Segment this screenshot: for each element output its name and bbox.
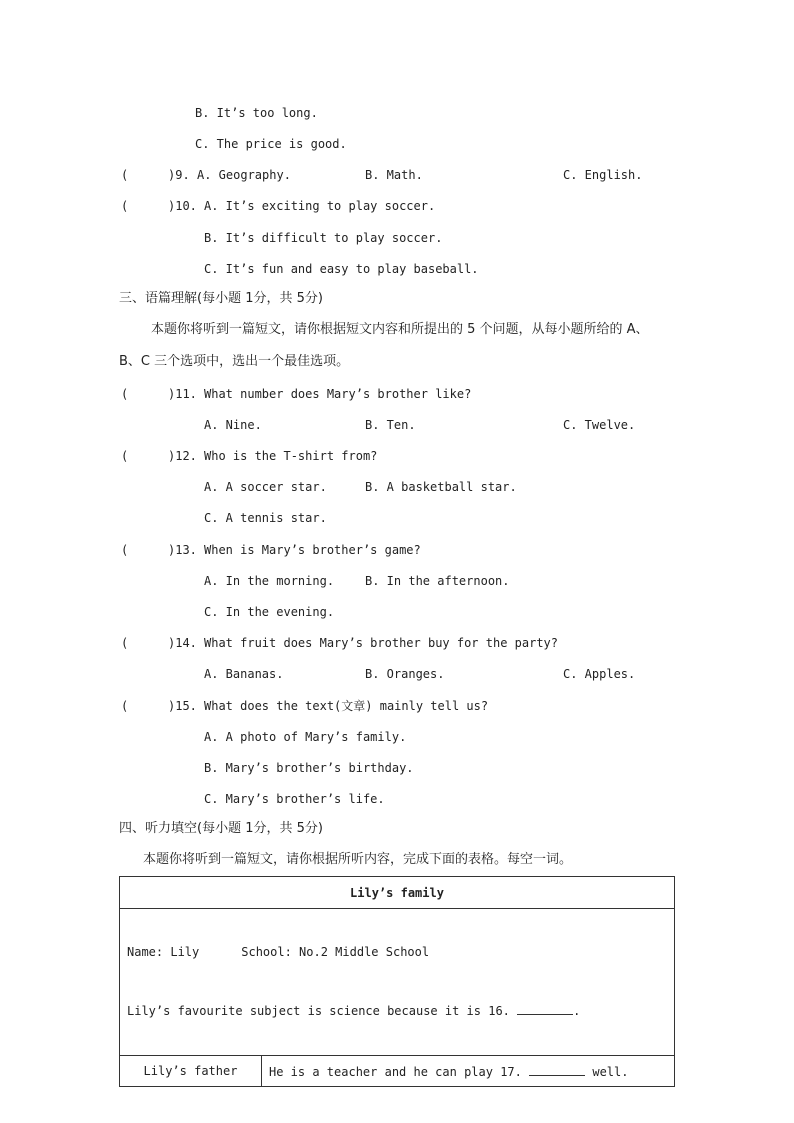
q14-option-c: C. Apples. (563, 667, 636, 681)
q10-option-c: C. It’s fun and easy to play baseball. (204, 262, 479, 276)
q13-option-c: C. In the evening. (204, 605, 335, 619)
q11-number: )11. (168, 387, 197, 401)
q13-question: When is Mary’s brother’s game? (204, 543, 421, 557)
q15-option-b: B. Mary’s brother’s birthday. (204, 761, 414, 775)
subject-prefix: Lily’s favourite subject is science because it is 16. (127, 1004, 510, 1018)
q12-option-a: A. A soccer star. (204, 480, 327, 494)
q11-question: What number does Mary’s brother like? (204, 387, 472, 401)
q10-option-b: B. It’s difficult to play soccer. (204, 231, 443, 245)
q11-option-c: C. Twelve. (563, 418, 636, 432)
lily-family-table (119, 876, 675, 1087)
q9-option-b: B. Math. (365, 168, 423, 182)
father-suffix: well. (592, 1064, 629, 1079)
father-label-cell: Lily’s father (120, 1056, 262, 1087)
q13-option-b: B. In the afternoon. (365, 574, 510, 588)
q15-option-a: A. A photo of Mary’s family. (204, 730, 407, 744)
q14-option-a: A. Bananas. (204, 667, 284, 681)
father-prefix: He is a teacher and he can play 17. (269, 1064, 522, 1079)
name-school-line (127, 937, 667, 968)
q12-option-b: B. A basketball star. (365, 480, 517, 494)
name-label: Name: Lily (127, 945, 200, 959)
section3-heading: 三、语篇理解(每小题 1分，共 5分) (119, 291, 323, 306)
father-info-cell (262, 1056, 675, 1087)
q15-answer-paren: ( (121, 699, 129, 713)
q9-option-a: A. Geography. (197, 168, 291, 182)
q13-answer-paren: ( (121, 543, 129, 557)
q15-option-c: C. Mary’s brother’s life. (204, 792, 385, 806)
q14-number: )14. (168, 636, 197, 650)
q13-option-a: A. In the morning. (204, 574, 335, 588)
q13-number: )13. (168, 543, 197, 557)
q11-option-b: B. Ten. (365, 418, 416, 432)
q12-option-c: C. A tennis star. (204, 511, 327, 525)
q11-answer-paren: ( (121, 387, 129, 401)
q10-answer-paren: ( (121, 199, 129, 213)
q14-option-b: B. Oranges. (365, 667, 445, 681)
table-title: Lily’s family (120, 877, 675, 909)
q10-number: )10. (168, 199, 197, 213)
table-info-cell (120, 909, 675, 1056)
q14-answer-paren: ( (121, 636, 129, 650)
school-label: School: No.2 Middle School (241, 945, 430, 959)
q12-question: Who is the T-shirt from? (204, 449, 378, 463)
q10-option-a: A. It’s exciting to play soccer. (204, 199, 436, 213)
section4-instruction: 本题你将听到一篇短文，请你根据所听内容，完成下面的表格。每空一词。 (143, 852, 573, 867)
section4-heading: 四、听力填空(每小题 1分，共 5分) (119, 821, 323, 836)
q14-question: What fruit does Mary’s brother buy for the party? (204, 636, 559, 650)
blank-17[interactable] (529, 1064, 585, 1076)
q15-number: )15. (168, 699, 197, 713)
subject-suffix: . (573, 1004, 581, 1018)
q8-option-c: C. The price is good. (195, 137, 347, 151)
q8-option-b: B. It’s too long. (195, 106, 318, 120)
q11-option-a: A. Nine. (204, 418, 262, 432)
q12-answer-paren: ( (121, 449, 129, 463)
q9-option-c: C. English. (563, 168, 643, 182)
q15-question: What does the text(文章) mainly tell us? (204, 699, 489, 713)
subject-line (127, 996, 667, 1027)
section3-instruction-line2: B、C 三个选项中，选出一个最佳选项。 (119, 354, 350, 369)
q12-number: )12. (168, 449, 197, 463)
blank-16[interactable] (517, 1003, 573, 1015)
q9-answer-paren: ( (121, 168, 129, 182)
q9-number: )9. (168, 168, 190, 182)
section3-instruction-line1: 本题你将听到一篇短文，请你根据短文内容和所提出的 5 个问题，从每小题所给的 A、 (151, 322, 649, 337)
